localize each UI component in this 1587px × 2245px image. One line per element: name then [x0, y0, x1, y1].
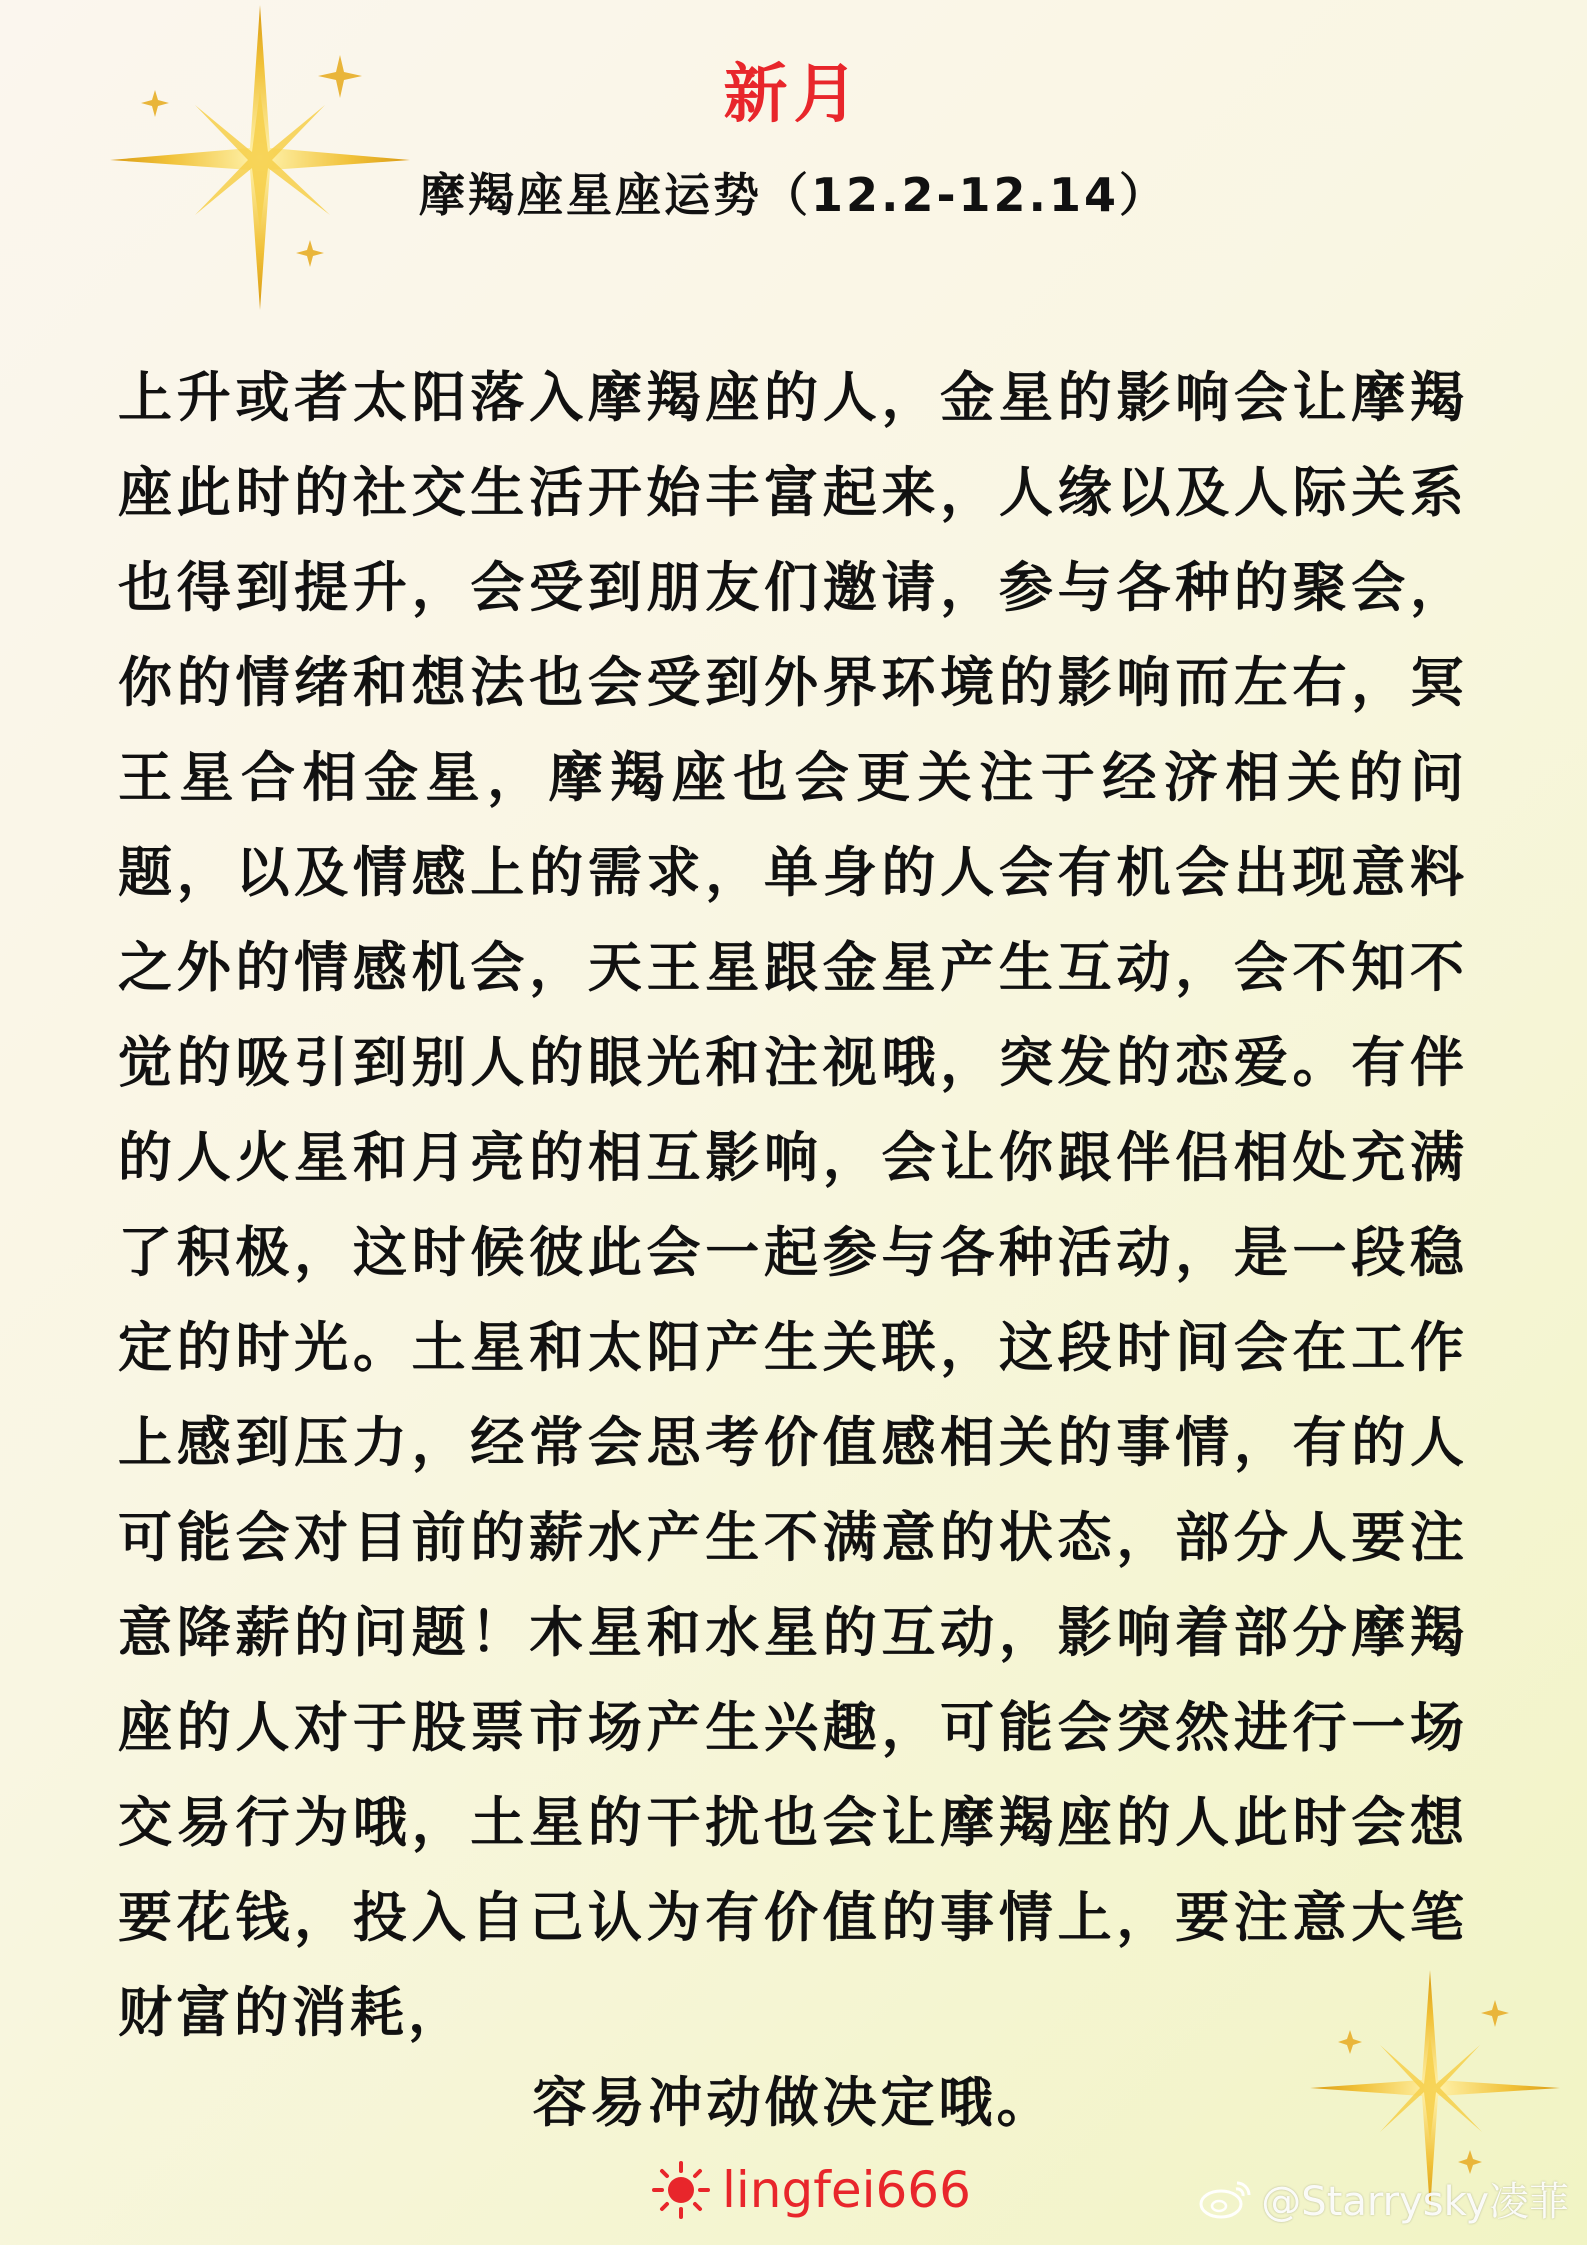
horoscope-closing: 容易冲动做决定哦。 [532, 2071, 1055, 2134]
weibo-icon [1197, 2177, 1253, 2221]
author-handle: lingfei666 [722, 2161, 971, 2219]
page-title: 新月 [723, 58, 864, 132]
weibo-watermark [1197, 2170, 1569, 2227]
horoscope-body: 上升或者太阳落入摩羯座的人，金星的影响会让摩羯座此时的社交生活开始丰富起来，人缘以及人际关系也得到提升，会受到朋友们邀请，参与各种的聚会，你的情绪和想法也会受到外界环境的影响而左右，冥王星合相金星，摩羯座也会更关注于经济相关的问题，以及情感上的需求，单身的人会有机会出现意料之外的情感机会，天王星跟金星产生互动，会不知不觉的吸引到别人的眼光和注视哦，突发的恋爱。有伴的人火星和月亮的相互影响，会让你跟伴侣相处充满了积极，这时候彼此会一起参与各种活动，是一段稳定的时光。土星和太阳产生关联，这段时间会在工作上感到压力，经常会思考价值感相关的事情，有的人可能会对目前的薪水产生不满意的状态，部分人要注意降薪的问题！木星和水星的互动，影响着部分摩羯座的人对于股票市场产生兴趣，可能会突然进行一场交易行为哦，土星的干扰也会让摩羯座的人此时会想要花钱，投入自己认为有价值的事情上，要注意大笔财富的消耗， [118, 366, 1468, 2044]
author-signature [650, 2155, 971, 2225]
page-subtitle: 摩羯座星座运势（12.2-12.14） [418, 168, 1169, 222]
sun-icon [650, 2159, 712, 2221]
watermark-text: @Starrysky凌菲 [1261, 2179, 1569, 2225]
